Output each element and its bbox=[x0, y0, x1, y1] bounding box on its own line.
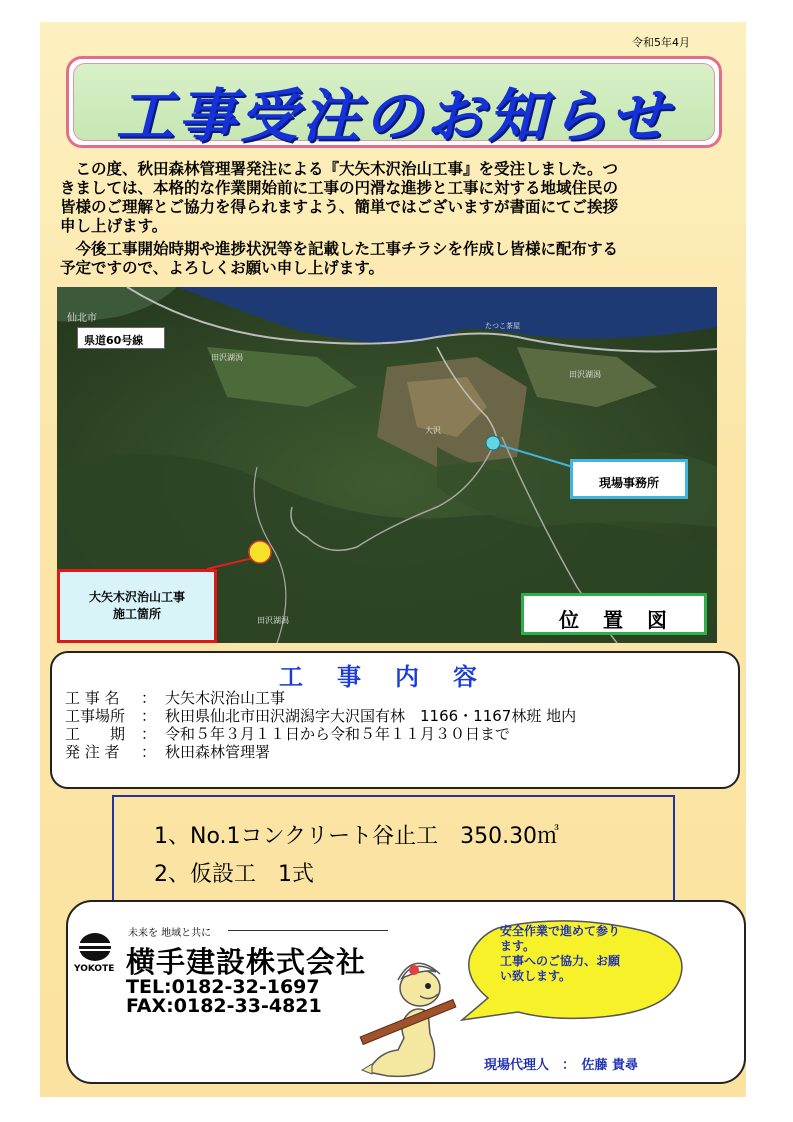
detail-row bbox=[65, 690, 285, 706]
company-fax: FAX:0182-33-4821 bbox=[126, 995, 322, 1017]
detail-key: 発 注 者 bbox=[65, 743, 120, 761]
intro-line: 皆様のご理解とご協力を得られますよう、簡単ではございますが書面にてご挨拶 bbox=[60, 198, 619, 216]
city-label: 仙北市 bbox=[67, 313, 97, 324]
work-item: 1、No.1コンクリート谷止工 350.30㎥ bbox=[154, 824, 560, 849]
detail-value: 大矢木沢治山工事 bbox=[165, 689, 286, 707]
work-item: 2、仮設工 1式 bbox=[154, 862, 314, 887]
company-contact bbox=[126, 978, 322, 1016]
place-label: たつこ茶屋 bbox=[485, 322, 520, 330]
detail-key: 工 期 bbox=[65, 725, 126, 743]
work-items-box bbox=[112, 795, 675, 905]
site-label-line: 大矢木沢治山工事 bbox=[88, 590, 185, 604]
office-marker bbox=[486, 436, 500, 450]
detail-key: 工 事 名 bbox=[65, 689, 120, 707]
site-agent: 現場代理人 ： 佐藤 貴尋 bbox=[484, 1058, 639, 1073]
company-tel: TEL:0182-32-1697 bbox=[126, 976, 320, 998]
detail-key: 工事場所 bbox=[65, 707, 126, 725]
intro-line: 申し上げます。 bbox=[60, 217, 168, 235]
office-label: 現場事務所 bbox=[570, 459, 688, 499]
bubble-line: い致します。 bbox=[500, 969, 572, 983]
site-marker bbox=[249, 541, 271, 563]
road-label: 県道60号線 bbox=[77, 327, 165, 349]
detail-colon: ： bbox=[141, 707, 157, 725]
issue-date: 令和5年4月 bbox=[632, 36, 690, 49]
detail-colon: ： bbox=[141, 689, 157, 707]
company-logo-icon bbox=[78, 932, 112, 962]
intro-line: きましては、本格的な作業開始前に工事の円滑な進捗と工事に対する地域住民の bbox=[60, 179, 619, 197]
bubble-line: 工事へのご協力、お願 bbox=[500, 954, 621, 968]
location-map bbox=[57, 287, 717, 643]
title-banner bbox=[66, 56, 722, 148]
place-label: 田沢湖潟 bbox=[211, 353, 243, 362]
company-name: 横手建設株式会社 bbox=[126, 945, 367, 979]
work-details-box bbox=[50, 651, 740, 789]
detail-value: 秋田森林管理署 bbox=[165, 743, 271, 761]
place-label: 田沢湖潟 bbox=[569, 370, 601, 379]
bubble-line: ます。 bbox=[500, 939, 536, 953]
intro-paragraph-1 bbox=[60, 160, 735, 236]
work-details-title: 工事内容 bbox=[279, 663, 511, 691]
intro-line: この度、秋田森林管理署発注による『大矢木沢治山工事』を受注しました。つ bbox=[60, 160, 619, 178]
site-label bbox=[57, 569, 217, 643]
detail-colon: ： bbox=[141, 743, 157, 761]
intro-line: 今後工事開始時期や進捗状況等を記載した工事チラシを作成し皆様に配布する bbox=[60, 240, 619, 258]
tagline-rule bbox=[228, 930, 388, 931]
map-legend: 位 置 図 bbox=[521, 593, 707, 635]
detail-row bbox=[65, 744, 270, 760]
company-tagline: 未来を 地域と共に bbox=[128, 928, 212, 939]
detail-colon: ： bbox=[141, 725, 157, 743]
bubble-line: 安全作業で進めて参り bbox=[500, 924, 621, 938]
intro-line: 予定ですので、よろしくお願い申し上げます。 bbox=[60, 259, 384, 277]
detail-value: 令和５年３月１１日から令和５年１１月３０日まで bbox=[165, 725, 511, 743]
place-label: 大沢 bbox=[425, 426, 441, 435]
detail-row bbox=[65, 726, 510, 742]
place-label: 田沢湖潟 bbox=[257, 616, 289, 625]
site-label-line: 施工箇所 bbox=[112, 607, 161, 621]
speech-bubble-text bbox=[500, 924, 670, 984]
company-logo-text: YOKOTE bbox=[74, 964, 115, 974]
detail-row bbox=[65, 708, 576, 724]
page-title: 工事受注のお知らせ bbox=[115, 82, 673, 150]
intro-paragraph-2 bbox=[60, 240, 735, 278]
detail-value: 秋田県仙北市田沢湖潟字大沢国有林 1166・1167林班 地内 bbox=[165, 707, 577, 725]
